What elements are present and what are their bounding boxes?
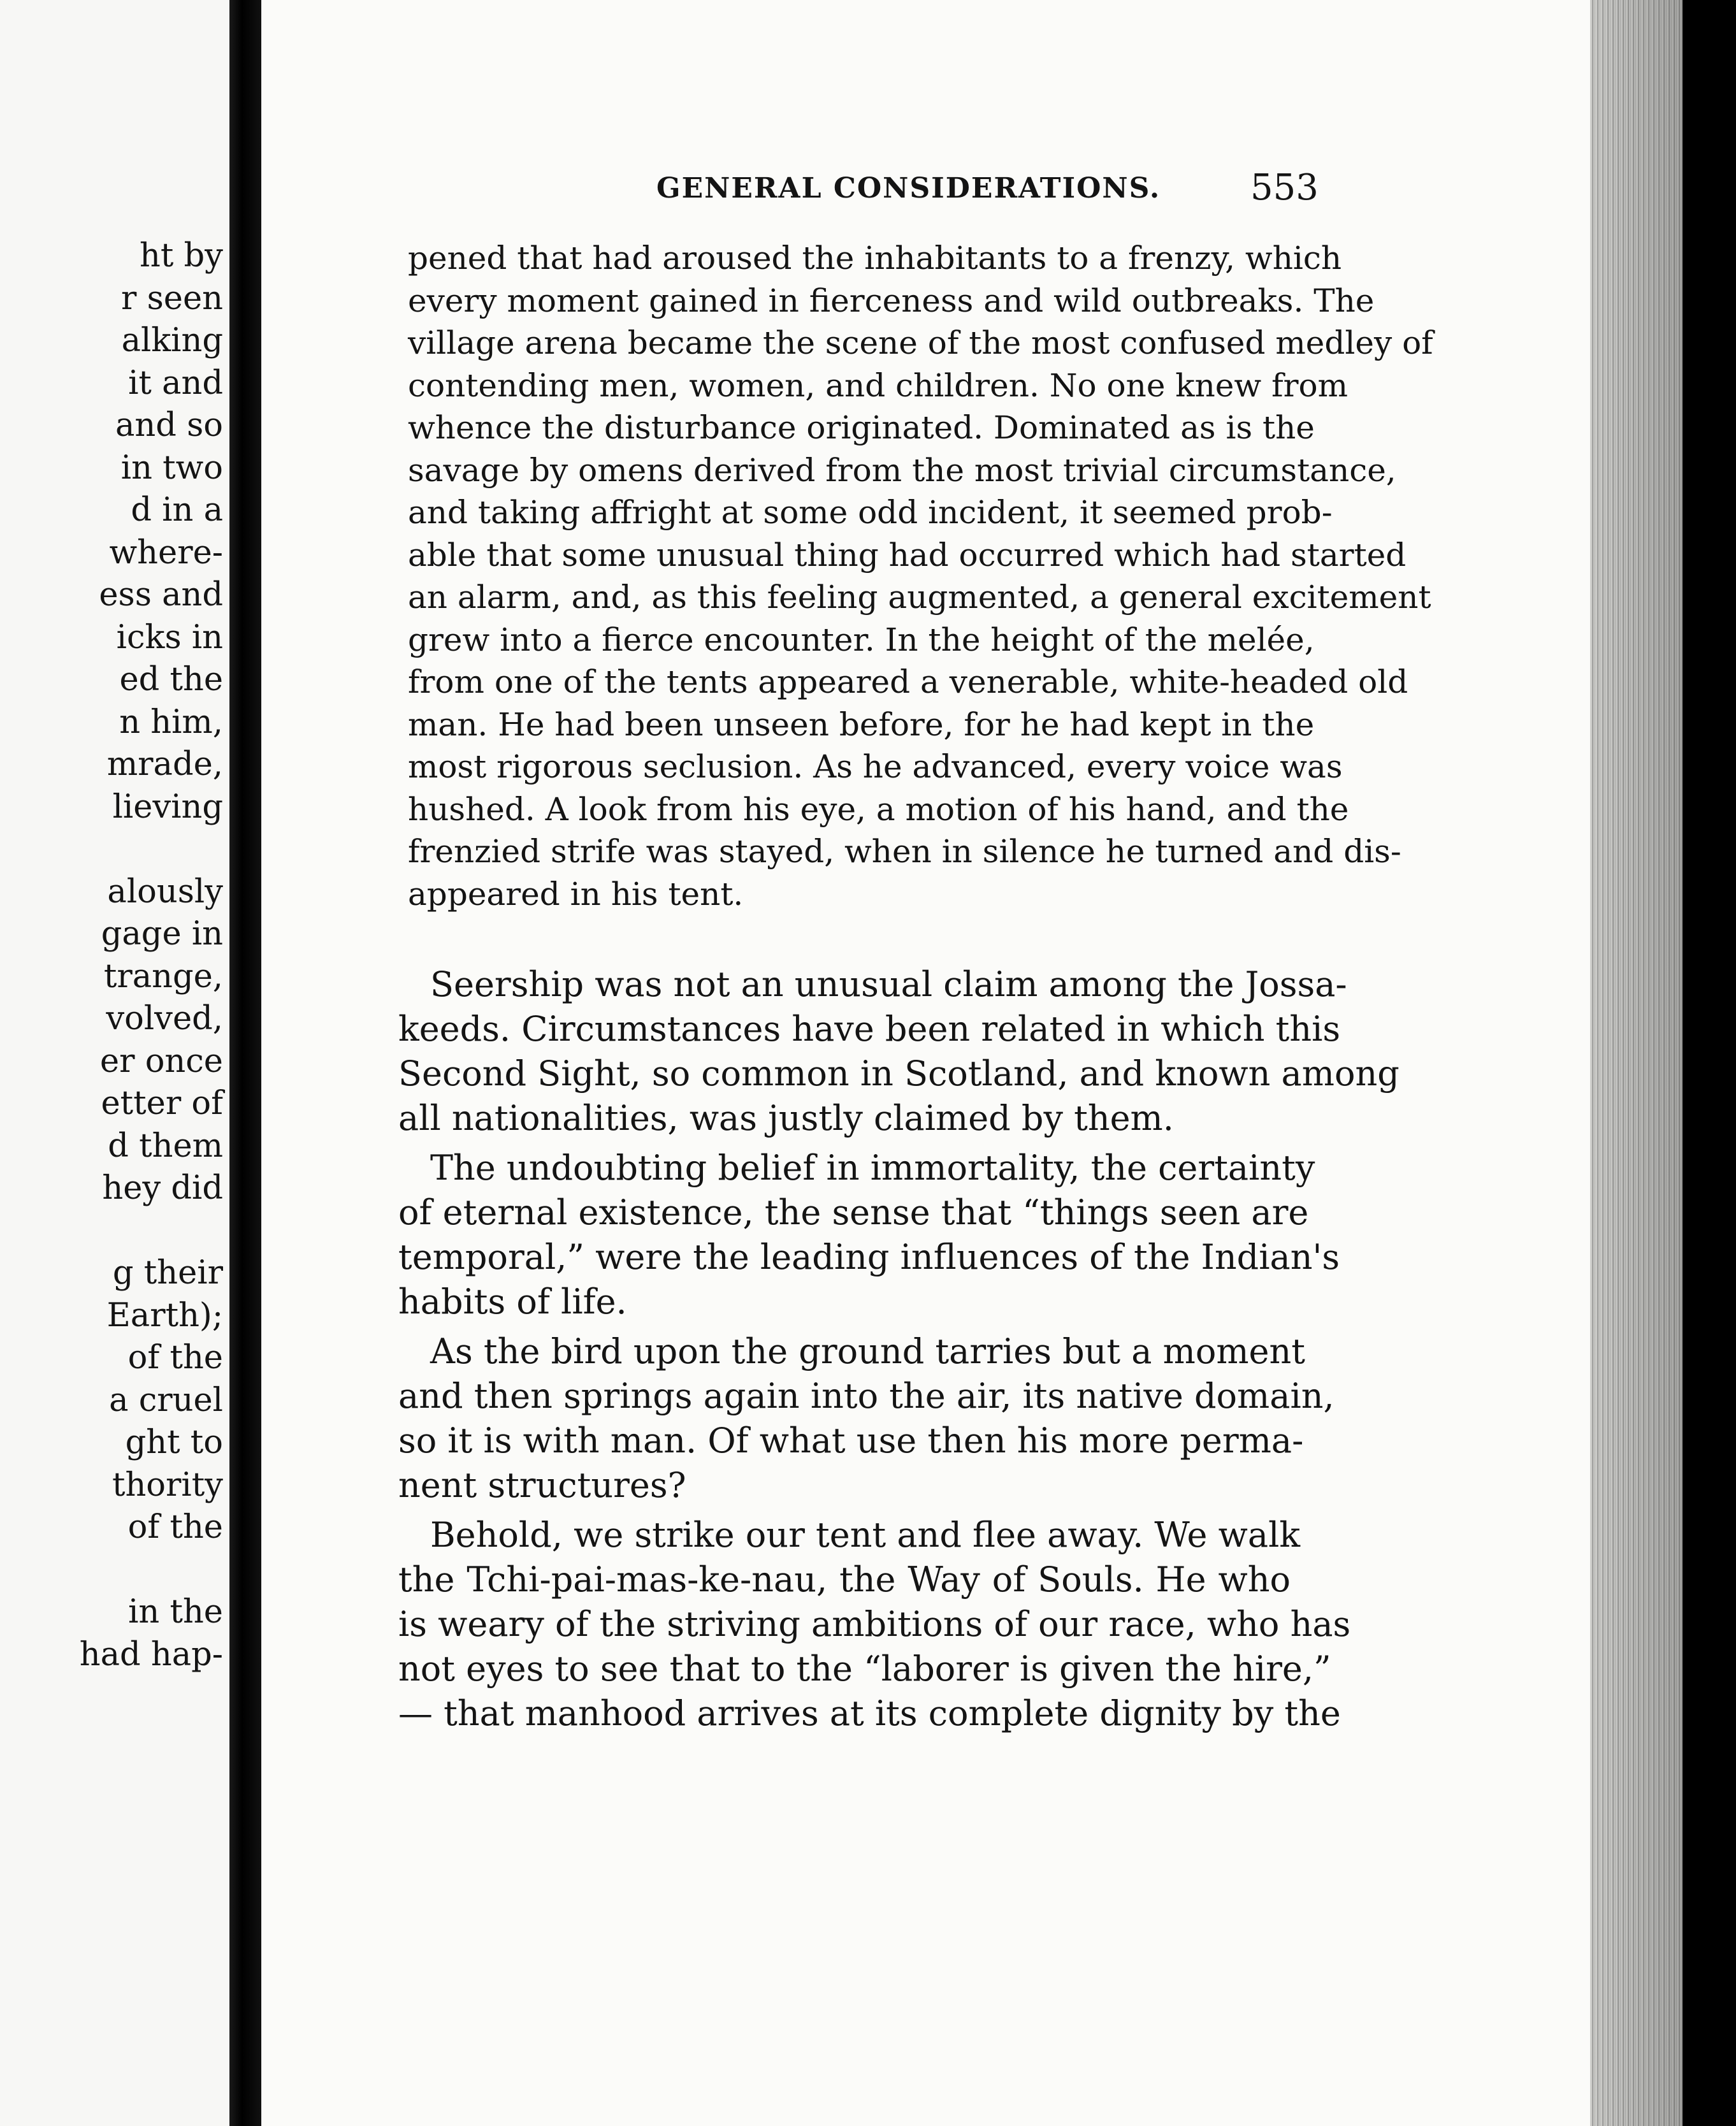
left-page-line: ed the xyxy=(119,661,223,698)
text-line: from one of the tents appeared a venerable, white-headed old xyxy=(408,663,1408,700)
text-line: Second Sight, so common in Scotland, and known among xyxy=(398,1053,1400,1094)
text-line: of eternal existence, the sense that “things seen are xyxy=(398,1192,1309,1233)
text-line: able that some unusual thing had occurred which had started xyxy=(408,536,1407,574)
left-page-line: in the xyxy=(128,1593,223,1631)
text-line: an alarm, and, as this feeling augmented, a general excitement xyxy=(408,579,1431,616)
left-page-line: d them xyxy=(108,1127,223,1165)
page-number: 553 xyxy=(1250,167,1319,208)
text-line: habits of life. xyxy=(398,1282,627,1322)
left-page-line: ess and xyxy=(99,576,223,614)
left-page-line: r seen xyxy=(121,279,223,317)
text-line: As the bird upon the ground tarries but a moment xyxy=(430,1331,1305,1371)
left-page-line: of the xyxy=(127,1508,223,1546)
text-line: keeds. Circumstances have been related in which this xyxy=(398,1009,1341,1049)
text-line: village arena became the scene of the most confused medley of xyxy=(408,324,1433,361)
left-page-line: and so xyxy=(115,407,223,444)
continued-paragraph xyxy=(408,237,1433,915)
text-line: frenzied strife was stayed, when in silence he turned and dis- xyxy=(408,833,1401,870)
left-page-line: a cruel xyxy=(109,1381,223,1419)
text-line: so it is with man. Of what use then his more perma- xyxy=(398,1421,1304,1461)
text-line: savage by omens derived from the most trivial circumstance, xyxy=(408,451,1396,489)
text-line: — that manhood arrives at its complete dignity by the xyxy=(398,1693,1341,1733)
text-line: all nationalities, was justly claimed by them. xyxy=(398,1098,1174,1138)
text-line: man. He had been unseen before, for he had kept in the xyxy=(408,705,1315,743)
text-line: most rigorous seclusion. As he advanced, every voice was xyxy=(408,748,1343,785)
running-head: GENERAL CONSIDERATIONS. xyxy=(656,172,1161,205)
paragraph xyxy=(398,1146,1340,1324)
text-line: grew into a fierce encounter. In the height of the melée, xyxy=(408,621,1315,658)
book-gutter xyxy=(229,0,261,2126)
left-page-line: hey did xyxy=(102,1169,223,1207)
text-line: Seership was not an unusual claim among the Jossa- xyxy=(430,964,1347,1004)
paragraph xyxy=(398,1329,1335,1508)
left-page-line: alking xyxy=(121,322,223,359)
paragraph xyxy=(398,1513,1351,1736)
left-page-line: ght to xyxy=(125,1424,223,1461)
book-page xyxy=(261,0,1590,2126)
text-line: pened that had aroused the inhabitants to a frenzy, which xyxy=(408,240,1342,277)
left-page-line: icks in xyxy=(116,618,223,656)
text-line: temporal,” were the leading influences of the Indian's xyxy=(398,1237,1340,1277)
left-page-line: ht by xyxy=(139,237,223,275)
left-page-line: it and xyxy=(128,364,223,402)
text-line: Behold, we strike our tent and flee away. We walk xyxy=(430,1515,1301,1555)
text-line: hushed. A look from his eye, a motion of his hand, and the xyxy=(408,790,1349,828)
text-line: is weary of the striving ambitions of our race, who has xyxy=(398,1604,1351,1644)
left-page-line: mrade, xyxy=(106,746,223,783)
left-page-line: alously xyxy=(107,872,223,911)
left-page-line: er once xyxy=(99,1042,223,1080)
left-page-line: d in a xyxy=(131,491,223,529)
left-page-line: trange, xyxy=(103,957,223,995)
left-page-line: n him, xyxy=(119,703,223,741)
text-line: not eyes to see that to the “laborer is given the hire,” xyxy=(398,1649,1331,1689)
left-page-line: of the xyxy=(127,1339,223,1377)
paragraphs-section xyxy=(398,962,1400,1741)
paragraph xyxy=(398,962,1400,1141)
text-line: contending men, women, and children. No one knew from xyxy=(408,366,1348,404)
text-line: whence the disturbance originated. Dominated as is the xyxy=(408,409,1315,446)
previous-page-fragment xyxy=(0,0,229,2126)
text-line: and then springs again into the air, its native domain, xyxy=(398,1376,1335,1416)
text-line: nent structures? xyxy=(398,1465,686,1505)
text-line: The undoubting belief in immortality, the certainty xyxy=(430,1148,1315,1188)
left-page-line: Earth); xyxy=(106,1296,223,1334)
left-page-line: lieving xyxy=(112,788,223,826)
left-page-line: thority xyxy=(112,1466,223,1504)
left-page-line: had hap- xyxy=(79,1635,223,1674)
text-line: appeared in his tent. xyxy=(408,875,744,913)
left-page-line: gage in xyxy=(101,915,223,953)
text-line: the Tchi-pai-mas-ke-nau, the Way of Souls. He who xyxy=(398,1559,1291,1600)
left-page-line: volved, xyxy=(106,1000,223,1038)
scan-border xyxy=(1682,0,1736,2126)
left-page-line: etter of xyxy=(101,1085,223,1122)
text-line: every moment gained in fierceness and wild outbreaks. The xyxy=(408,282,1375,319)
left-page-line: where- xyxy=(109,533,223,572)
left-page-line: g their xyxy=(112,1254,223,1292)
text-line: and taking affright at some odd incident, it seemed prob- xyxy=(408,494,1333,531)
left-page-line: in two xyxy=(120,449,223,487)
